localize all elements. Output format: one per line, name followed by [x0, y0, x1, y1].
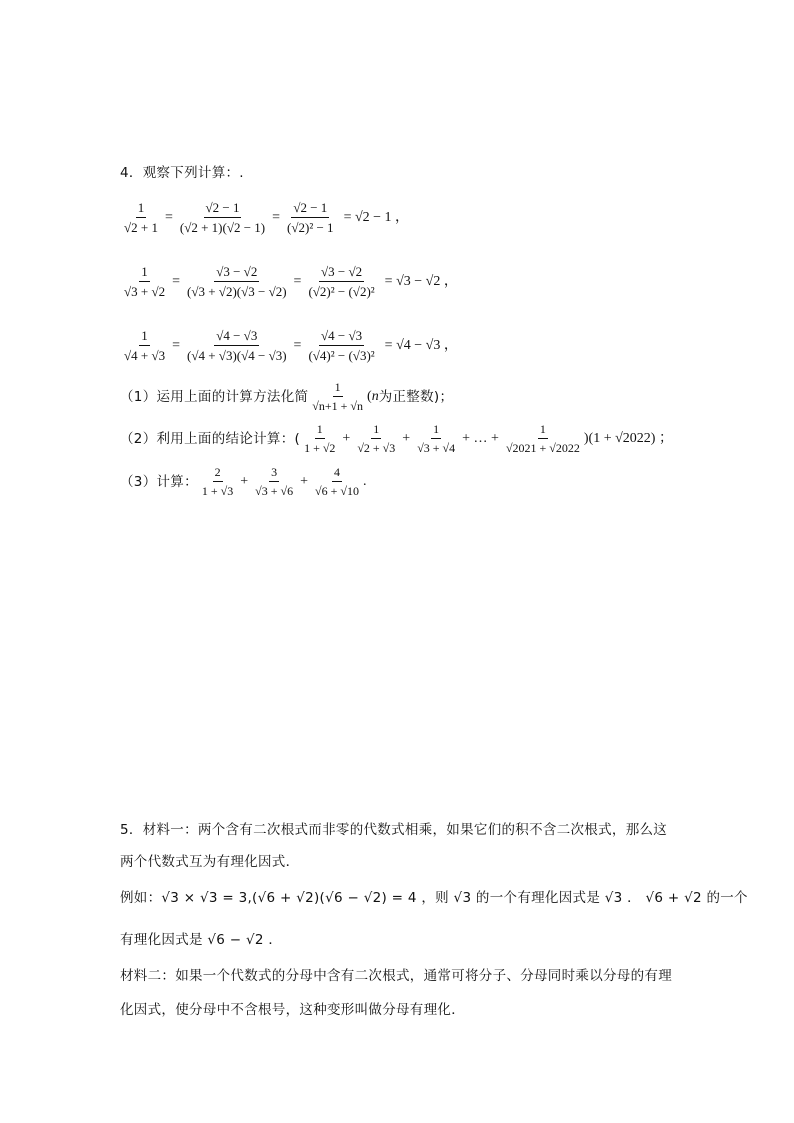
- plus-sign: +: [300, 473, 309, 489]
- question-4-part-1: [120, 380, 453, 413]
- numerator: √2 − 1: [204, 200, 242, 218]
- fraction: [122, 328, 167, 363]
- equals-sign: =: [272, 209, 281, 225]
- fraction: [310, 380, 365, 413]
- fraction: [122, 200, 160, 235]
- denominator: (√4)² − (√3)²: [308, 348, 375, 363]
- numerator: 1: [371, 422, 381, 439]
- question-5-line-3: 例如：√3 × √3 = 3,(√6 + √2)(√6 − √2) = 4 ，则 √3 的一个有理化因式是 √3 ． √6 + √2 的一个: [120, 890, 748, 906]
- equation-row-1: [120, 200, 409, 235]
- equation-row-3: [120, 328, 458, 363]
- equals-sign: =: [164, 209, 173, 225]
- denominator: (√3 + √2)(√3 − √2): [187, 284, 287, 299]
- numerator: 1: [136, 200, 147, 218]
- denominator: √3 + √6: [255, 484, 294, 498]
- numerator: √2 − 1: [291, 200, 329, 218]
- numerator: 1: [315, 422, 325, 439]
- denominator: (√4 + √3)(√4 − √3): [187, 348, 287, 363]
- plus-sign: +: [240, 473, 249, 489]
- question-4-part-2: [120, 422, 673, 455]
- denominator: 1 + √2: [304, 441, 336, 455]
- paren-open: (: [367, 388, 372, 404]
- plus-sign: +: [342, 430, 351, 446]
- numerator: 3: [269, 465, 279, 482]
- part-suffix: .: [362, 473, 367, 489]
- part-label: （3）计算：: [120, 473, 198, 490]
- denominator: √2 + √3: [357, 441, 396, 455]
- fraction: [415, 422, 457, 455]
- part-label: （2）利用上面的结论计算：(: [120, 430, 301, 447]
- numerator: √4 − √3: [214, 328, 259, 346]
- fraction: [504, 422, 582, 455]
- denominator: √2 + 1: [124, 220, 158, 235]
- fraction: [178, 200, 267, 235]
- equation-result: = √3 − √2 ，: [384, 273, 458, 289]
- question-4-title: 4．观察下列计算：.: [120, 165, 244, 181]
- fraction: [302, 422, 337, 455]
- fraction: [200, 465, 235, 498]
- numerator: 4: [332, 465, 342, 482]
- part-suffix: )(1 + √2022) ；: [583, 430, 673, 446]
- question-5-line-4: 有理化因式是 √6 − √2 ．: [120, 932, 283, 948]
- variable-n: n: [371, 388, 379, 404]
- fraction: [306, 264, 376, 299]
- fraction: [253, 465, 295, 498]
- equals-sign: =: [172, 273, 181, 289]
- denominator: (√2)² − 1: [287, 220, 334, 235]
- numerator: 2: [213, 465, 223, 482]
- fraction: [355, 422, 397, 455]
- numerator: 1: [538, 422, 548, 439]
- denominator: (√2 + 1)(√2 − 1): [179, 220, 266, 235]
- denominator: 1 + √3: [201, 484, 234, 498]
- numerator: 1: [139, 328, 150, 346]
- part-suffix: 为正整数)；: [378, 388, 454, 405]
- plus-sign: +: [402, 430, 411, 446]
- question-5-line-6: 化因式，使分母中不含根号，这种变形叫做分母有理化．: [120, 1002, 465, 1018]
- question-5-line-5: 材料二：如果一个代数式的分母中含有二次根式，通常可将分子、分母同时乘以分母的有理: [120, 968, 672, 984]
- fraction: [185, 328, 289, 363]
- numerator: 1: [139, 264, 150, 282]
- fraction: [306, 328, 376, 363]
- denominator: √6 + √10: [315, 484, 359, 498]
- fraction: [313, 465, 361, 498]
- numerator: √3 − √2: [319, 264, 364, 282]
- ellipsis: + … +: [462, 430, 499, 446]
- fraction: [285, 200, 336, 235]
- denominator: √4 + √3: [124, 348, 166, 363]
- denominator: √n+1 + √n: [312, 399, 364, 413]
- equals-sign: =: [293, 273, 302, 289]
- question-5-line-1: 5．材料一：两个含有二次根式而非零的代数式相乘，如果它们的积不含二次根式，那么这: [120, 822, 668, 838]
- equals-sign: =: [172, 337, 181, 353]
- fraction: [122, 264, 167, 299]
- question-4-part-3: [120, 465, 366, 498]
- part-label: （1）运用上面的计算方法化简: [120, 388, 309, 405]
- question-5-line-2: 两个代数式互为有理化因式．: [120, 854, 300, 870]
- denominator: √3 + √2: [124, 284, 166, 299]
- denominator: √2021 + √2022: [505, 441, 580, 455]
- equals-sign: =: [293, 337, 302, 353]
- denominator: (√2)² − (√2)²: [308, 284, 375, 299]
- equation-result: = √4 − √3 ，: [384, 337, 458, 353]
- equation-row-2: [120, 264, 458, 299]
- fraction: [185, 264, 289, 299]
- denominator: √3 + √4: [417, 441, 456, 455]
- numerator: 1: [333, 380, 343, 397]
- numerator: √3 − √2: [214, 264, 259, 282]
- numerator: 1: [431, 422, 441, 439]
- numerator: √4 − √3: [319, 328, 364, 346]
- equation-result: = √2 − 1 ，: [343, 209, 410, 225]
